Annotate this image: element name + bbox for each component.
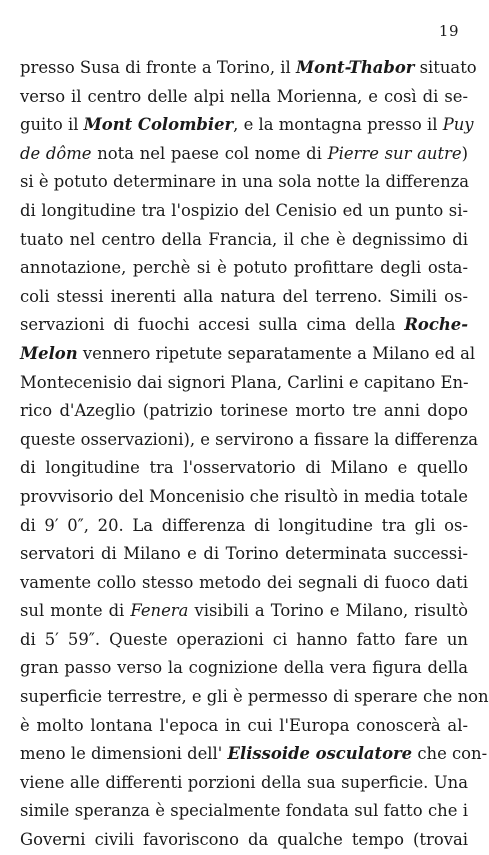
emphasized-text: Elissoide osculatore — [227, 744, 413, 764]
text-run: , e la montagna presso il — [233, 115, 443, 135]
text-line — [20, 140, 468, 169]
text-line — [20, 712, 468, 741]
text-run: tuato nel centro della Francia, il che è degnissimo di — [20, 229, 468, 249]
text-run: viene alle differenti porzioni della sua superficie. Una — [20, 772, 468, 792]
emphasized-text: Puy — [442, 115, 474, 135]
emphasized-text: Melon — [20, 343, 78, 363]
text-run: presso Susa di fronte a Torino, il — [20, 58, 296, 77]
text-line — [20, 197, 468, 226]
text-line — [20, 454, 468, 483]
text-line — [20, 483, 468, 512]
text-run: servazioni di fuochi accesi sulla cima della — [20, 315, 405, 335]
text-run: queste osservazioni), e servirono a fissare la differenza — [20, 429, 479, 449]
text-line — [20, 54, 477, 83]
text-line — [20, 654, 468, 683]
text-line — [20, 769, 468, 798]
text-line — [20, 740, 488, 769]
emphasized-text: Roche- — [404, 315, 468, 335]
text-run: annotazione, perchè si è potuto profittare degli osta- — [20, 258, 468, 278]
text-line — [20, 797, 468, 826]
text-run: nota nel paese col nome di — [91, 143, 328, 163]
text-run: rico d'Azeglio (patrizio torinese morto tre anni dopo — [20, 401, 468, 421]
page-number: 19 — [438, 22, 459, 40]
text-run: simile speranza è specialmente fondata sul fatto che i — [20, 801, 468, 821]
text-line — [20, 512, 468, 541]
text-run: verso il centro delle alpi nella Morienna, e così di se- — [20, 86, 468, 106]
text-run: Montecenisio dai signori Plana, Carlini e capitano En- — [20, 372, 469, 392]
text-line — [20, 340, 476, 369]
text-run: di 9′ 0″, 20. La differenza di longitudine tra gli os- — [20, 515, 468, 535]
text-run: sul monte di — [20, 601, 131, 621]
emphasized-text: Mont Colombier — [83, 115, 234, 135]
emphasized-text: Mont-Thabor — [296, 58, 415, 77]
text-line — [20, 369, 468, 398]
text-line — [20, 311, 468, 340]
text-run: gran passo verso la cognizione della vera figura della — [20, 658, 468, 678]
text-line — [20, 626, 468, 655]
text-line — [20, 226, 468, 255]
emphasized-text: Pierre sur autre — [327, 143, 462, 163]
text-line — [20, 569, 468, 598]
text-run: di 5′ 59″. Queste operazioni ci hanno fatto fare un — [20, 629, 468, 649]
text-run: provvisorio del Moncenisio che risultò in media totale — [20, 486, 468, 506]
text-run: Governi civili favoriscono da qualche tempo (trovai — [20, 830, 468, 850]
text-line — [20, 683, 489, 712]
text-line — [20, 283, 468, 312]
text-run: è molto lontana l'epoca in cui l'Europa conoscerà al- — [20, 715, 468, 735]
text-run: ) — [461, 143, 468, 163]
emphasized-text: de dôme — [20, 143, 92, 163]
text-run: servatori di Milano e di Torino determinata successi- — [20, 544, 468, 564]
text-line — [20, 597, 468, 626]
text-run: di longitudine tra l'ospizio del Cenisio ed un punto si- — [20, 200, 468, 220]
text-run: situato — [414, 58, 477, 77]
text-run: superficie terrestre, e gli è permesso di sperare che non — [20, 687, 489, 707]
text-run: visibili a Torino e Milano, risultò — [188, 601, 468, 621]
text-line — [20, 168, 468, 197]
text-run: si è potuto determinare in una sola notte la differenza — [20, 172, 470, 192]
text-run: vennero ripetute separatamente a Milano ed al — [77, 343, 476, 363]
emphasized-text: Fenera — [130, 601, 189, 621]
text-run: vamente collo stesso metodo dei segnali di fuoco dati — [20, 572, 468, 592]
text-line — [20, 397, 468, 426]
text-line — [20, 426, 479, 455]
text-line — [20, 111, 474, 140]
text-run: guito il — [20, 115, 84, 135]
text-line — [20, 83, 468, 112]
text-run: che con- — [412, 744, 488, 764]
text-run: di longitudine tra l'osservatorio di Milano e quello — [20, 458, 468, 478]
text-line — [20, 540, 468, 569]
text-run: coli stessi inerenti alla natura del terreno. Simili os- — [20, 286, 468, 306]
text-line — [20, 826, 468, 855]
text-line — [20, 254, 468, 283]
body-text — [20, 54, 489, 855]
text-run: meno le dimensioni dell' — [20, 744, 228, 764]
